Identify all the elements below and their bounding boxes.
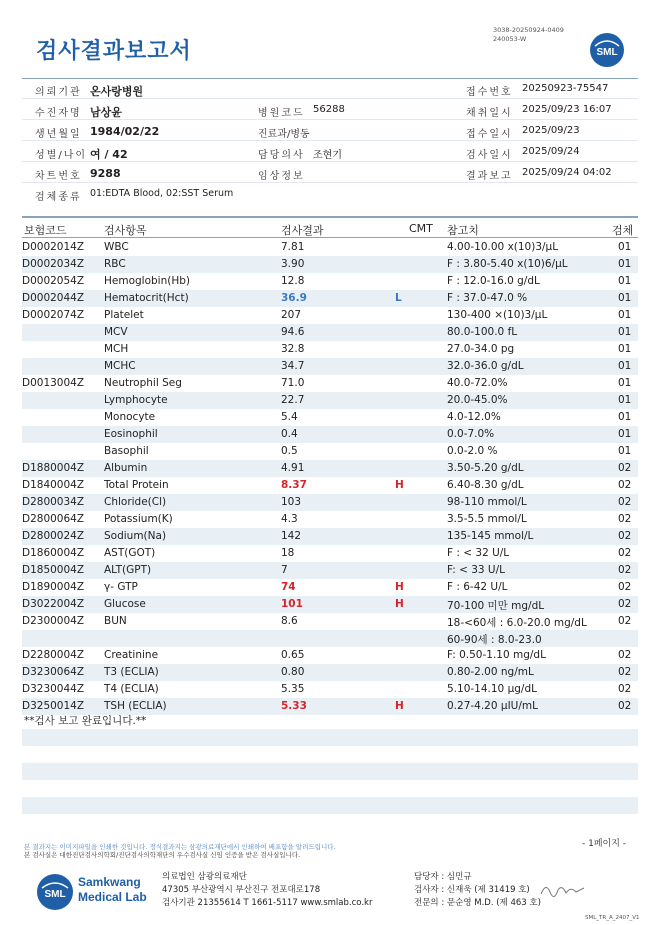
cell-reference: F : 3.80-5.40 x(10)6/µL <box>447 258 568 270</box>
cell-reference: 5.10-14.10 µg/dL <box>447 683 537 695</box>
cell-code: D2800024Z <box>22 530 85 542</box>
table-row <box>22 443 638 460</box>
dob-value: 1984/02/22 <box>90 125 160 138</box>
cell-specimen: 02 <box>618 700 632 712</box>
info-row-6 <box>22 184 638 204</box>
cell-reference: 4.00-10.00 x(10)3/µL <box>447 241 559 253</box>
receipt-no-label: 접수번호 <box>466 87 513 98</box>
cell-result: 18 <box>281 547 295 559</box>
cell-result: 36.9 <box>281 292 307 304</box>
receipt-no-value: 20250923-75547 <box>522 83 609 94</box>
cell-reference: 20.0-45.0% <box>447 394 508 406</box>
col-header-item: 검사항목 <box>104 224 147 237</box>
cell-reference: 0.0-7.0% <box>447 428 495 440</box>
sex-age-value: 여 / 42 <box>90 148 128 161</box>
table-row <box>22 562 638 579</box>
cell-result: 32.8 <box>281 343 305 355</box>
cell-item: MCV <box>104 326 128 338</box>
cell-reference: 0.27-4.20 µIU/mL <box>447 700 538 712</box>
cell-specimen: 02 <box>618 581 632 593</box>
cell-specimen: 02 <box>618 564 632 576</box>
hosp-code-label: 병원코드 <box>258 108 305 119</box>
cell-specimen: 02 <box>618 649 632 661</box>
cell-cmt: H <box>395 479 404 491</box>
col-header-cmt: CMT <box>409 222 433 235</box>
cell-result: 7.81 <box>281 241 305 253</box>
sml-footer-logo-text: SML <box>44 889 66 900</box>
table-row <box>22 528 638 545</box>
cell-result: 34.7 <box>281 360 305 372</box>
cell-item: Hemoglobin(Hb) <box>104 275 191 287</box>
doctor-value: 조현기 <box>313 150 342 161</box>
cell-code: D1840004Z <box>22 479 85 491</box>
cell-item: γ- GTP <box>104 581 138 593</box>
table-row <box>22 290 638 307</box>
cell-item: AST(GOT) <box>104 547 156 559</box>
hospital-label: 의뢰기관 <box>35 87 82 98</box>
form-code: SML_TR_A_2407_V1 <box>585 915 640 921</box>
cell-item: Neutrophil Seg <box>104 377 182 389</box>
cell-result: 4.91 <box>281 462 305 474</box>
table-row <box>22 494 638 511</box>
cell-cmt: H <box>395 700 404 712</box>
cell-reference: 80.0-100.0 fL <box>447 326 518 338</box>
cell-reference: 130-400 ×(10)3/µL <box>447 309 548 321</box>
cell-reference: 60-90세 : 8.0-23.0 <box>447 634 542 646</box>
cell-specimen: 02 <box>618 513 632 525</box>
table-row <box>22 460 638 477</box>
cell-result: 0.5 <box>281 445 298 457</box>
table-row <box>22 341 638 358</box>
cell-reference: F : 37.0-47.0 % <box>447 292 528 304</box>
cell-item: Creatinine <box>104 649 159 661</box>
cell-reference: 40.0-72.0% <box>447 377 508 389</box>
cell-item: Total Protein <box>104 479 169 491</box>
table-row <box>22 545 638 562</box>
cell-specimen: 01 <box>618 360 632 372</box>
cell-cmt: L <box>395 292 402 304</box>
cell-code: D1890004Z <box>22 581 85 593</box>
cell-specimen: 02 <box>618 496 632 508</box>
table-row <box>22 375 638 392</box>
sml-footer-logo-icon <box>36 873 74 911</box>
cell-code: D2300004Z <box>22 615 85 627</box>
cell-item: Basophil <box>104 445 149 457</box>
cell-reference: 27.0-34.0 pg <box>447 343 515 355</box>
cell-result: 22.7 <box>281 394 305 406</box>
cell-result: 7 <box>281 564 288 576</box>
brand-line-2: Medical Lab <box>78 890 147 904</box>
cell-item: WBC <box>104 241 129 253</box>
cell-code: D1850004Z <box>22 564 85 576</box>
test-date-value: 2025/09/24 <box>522 146 580 157</box>
footer-manager: 담당자 : 심민규 <box>414 872 472 882</box>
cell-reference: 3.50-5.20 g/dL <box>447 462 524 474</box>
cell-specimen: 01 <box>618 241 632 253</box>
report-value: 2025/09/24 04:02 <box>522 167 612 178</box>
test-date-label: 검사일시 <box>466 150 513 161</box>
cell-reference: F: < 33 U/L <box>447 564 506 576</box>
table-row <box>22 392 638 409</box>
table-header-rule <box>22 237 638 238</box>
chart-value: 9288 <box>90 167 121 180</box>
cell-specimen: 01 <box>618 258 632 270</box>
cell-item: T4 (ECLIA) <box>104 683 159 695</box>
cell-result: 3.90 <box>281 258 305 270</box>
footer-brand <box>36 873 156 913</box>
table-row <box>22 511 638 528</box>
cell-specimen: 02 <box>618 462 632 474</box>
cell-specimen: 01 <box>618 326 632 338</box>
table-row <box>22 324 638 341</box>
document-id-line-2: 240053-W <box>493 35 527 43</box>
table-row <box>22 426 638 443</box>
table-row <box>22 613 638 630</box>
col-header-code: 보험코드 <box>24 224 67 237</box>
cell-specimen: 02 <box>618 683 632 695</box>
chart-label: 차트번호 <box>35 171 82 182</box>
cell-code: D0002074Z <box>22 309 85 321</box>
footer-org-block <box>162 871 372 910</box>
cell-reference: F: 0.50-1.10 mg/dL <box>447 649 546 661</box>
cell-item: Albumin <box>104 462 148 474</box>
cell-specimen: 01 <box>618 428 632 440</box>
dob-label: 생년월일 <box>35 129 82 140</box>
cell-result: 101 <box>281 598 303 610</box>
sml-logo-icon <box>589 32 625 68</box>
cell-result: 0.4 <box>281 428 298 440</box>
cell-item: MCHC <box>104 360 136 372</box>
table-top-rule <box>22 216 638 218</box>
cell-item: Lymphocyte <box>104 394 168 406</box>
table-row <box>22 579 638 596</box>
collect-label: 채취일시 <box>466 108 513 119</box>
cell-reference: F : < 32 U/L <box>447 547 510 559</box>
cell-specimen: 02 <box>618 547 632 559</box>
cell-reference: F : 6-42 U/L <box>447 581 508 593</box>
table-row <box>22 409 638 426</box>
cell-specimen: 02 <box>618 666 632 678</box>
cell-result: 142 <box>281 530 302 542</box>
footer-address: 47305 부산광역시 부산진구 전포대로178 <box>162 885 321 895</box>
cell-item: Glucose <box>104 598 146 610</box>
cell-reference: 32.0-36.0 g/dL <box>447 360 524 372</box>
cell-item: Eosinophil <box>104 428 158 440</box>
cell-reference: 98-110 mmol/L <box>447 496 527 508</box>
cell-specimen: 01 <box>618 343 632 355</box>
cell-specimen: 01 <box>618 377 632 389</box>
cell-item: Monocyte <box>104 411 156 423</box>
cell-item: T3 (ECLIA) <box>104 666 159 678</box>
cell-code: D2280004Z <box>22 649 85 661</box>
info-row-3 <box>22 121 638 141</box>
cell-reference: 18-<60세 : 6.0-20.0 mg/dL <box>447 617 587 629</box>
cell-item: Hematocrit(Hct) <box>104 292 189 304</box>
cell-code: D3230044Z <box>22 683 85 695</box>
signature-icon <box>538 880 588 900</box>
disclaimer-image: 본 결과지는 이미지파일을 인쇄한 것입니다. 정식결과지는 삼광의료재단에서 인쇄하여 배포함을 알려드립니다. <box>24 843 336 851</box>
report-complete-note: **검사 보고 완료입니다.** <box>24 715 147 727</box>
cell-result: 12.8 <box>281 275 305 287</box>
cell-item: Platelet <box>104 309 144 321</box>
cell-specimen: 01 <box>618 292 632 304</box>
cell-cmt: H <box>395 581 404 593</box>
table-row <box>22 596 638 613</box>
cell-item: Sodium(Na) <box>104 530 167 542</box>
cell-code: D2800034Z <box>22 496 85 508</box>
table-row <box>22 307 638 324</box>
dept-label: 진료과/병동 <box>258 129 310 140</box>
document-id-line-1: 3038-20250924-0409 <box>493 26 564 34</box>
table-row <box>22 477 638 494</box>
table-row <box>22 681 638 698</box>
col-header-ref: 참고치 <box>447 224 479 237</box>
cell-code: D0002054Z <box>22 275 85 287</box>
cell-item: ALT(GPT) <box>104 564 152 576</box>
footer-staff-block <box>414 871 541 910</box>
cell-item: Potassium(K) <box>104 513 173 525</box>
cell-code: D1880004Z <box>22 462 85 474</box>
cell-item: MCH <box>104 343 129 355</box>
hospital-value: 온사랑병원 <box>90 85 144 98</box>
page-number: - 1페이지 - <box>582 839 627 849</box>
sex-age-label: 성별/나이 <box>35 150 88 161</box>
cell-result: 94.6 <box>281 326 305 338</box>
table-row <box>22 256 638 273</box>
cell-specimen: 01 <box>618 275 632 287</box>
cell-code: D0002034Z <box>22 258 85 270</box>
cell-code: D3250014Z <box>22 700 85 712</box>
patient-label: 수진자명 <box>35 108 82 119</box>
specimen-value: 01:EDTA Blood, 02:SST Serum <box>90 188 234 199</box>
cell-specimen: 01 <box>618 394 632 406</box>
cell-result: 8.6 <box>281 615 298 627</box>
cell-reference: 135-145 mmol/L <box>447 530 534 542</box>
blank-row <box>22 729 638 746</box>
cell-specimen: 01 <box>618 411 632 423</box>
brand-line-1: Samkwang <box>78 875 141 889</box>
cell-code: D2800064Z <box>22 513 85 525</box>
footer-org: 의료법인 삼광의료재단 <box>162 872 247 882</box>
footer-specialist: 전문의 : 문순영 M.D. (제 463 호) <box>414 898 541 908</box>
cell-reference: F : 12.0-16.0 g/dL <box>447 275 540 287</box>
info-row-1 <box>22 79 638 99</box>
blank-row <box>22 763 638 780</box>
cell-specimen: 02 <box>618 479 632 491</box>
table-row <box>22 358 638 375</box>
cell-item: BUN <box>104 615 127 627</box>
report-label: 결과보고 <box>466 171 513 182</box>
cell-code: D0002044Z <box>22 292 85 304</box>
cell-reference: 4.0-12.0% <box>447 411 501 423</box>
cell-result: 207 <box>281 309 302 321</box>
cell-code: D0002014Z <box>22 241 85 253</box>
cell-result: 74 <box>281 581 296 593</box>
cell-specimen: 02 <box>618 615 632 627</box>
table-row <box>22 273 638 290</box>
table-row <box>22 239 638 256</box>
cell-reference: 0.0-2.0 % <box>447 445 498 457</box>
cell-item: RBC <box>104 258 126 270</box>
info-row-4 <box>22 142 638 162</box>
cell-specimen: 01 <box>618 445 632 457</box>
collect-value: 2025/09/23 16:07 <box>522 104 612 115</box>
cell-code: D3022004Z <box>22 598 85 610</box>
footer-tester: 검사자 : 신재욱 (제 31419 호) <box>414 885 530 895</box>
document-id <box>493 26 583 44</box>
footer-contact: 검사기관 21355614 T 1661-5117 www.smlab.co.kr <box>162 898 373 908</box>
hosp-code-value: 56288 <box>313 104 345 115</box>
specimen-label: 검체종류 <box>35 192 82 203</box>
cell-result: 103 <box>281 496 302 508</box>
disclaimer-accreditation: 본 검사실은 대한진단검사의학회/진단검사의학재단의 우수검사실 신임 인증을 받은 검사실입니다. <box>24 851 301 859</box>
blank-row <box>22 797 638 814</box>
cell-result: 4.3 <box>281 513 298 525</box>
cell-code: D0013004Z <box>22 377 85 389</box>
cell-reference: 0.80-2.00 ng/mL <box>447 666 534 678</box>
info-row-2 <box>22 100 638 120</box>
receipt-date-value: 2025/09/23 <box>522 125 580 136</box>
cell-cmt: H <box>395 598 404 610</box>
page-title: 검사결과보고서 <box>36 39 192 64</box>
table-row <box>22 664 638 681</box>
receipt-date-label: 접수일시 <box>466 129 513 140</box>
sml-logo-text: SML <box>596 47 618 58</box>
cell-result: 71.0 <box>281 377 305 389</box>
table-row <box>22 630 638 647</box>
cell-item: TSH (ECLIA) <box>104 700 167 712</box>
cell-result: 0.80 <box>281 666 305 678</box>
cell-result: 8.37 <box>281 479 307 491</box>
cell-reference: 3.5-5.5 mmol/L <box>447 513 527 525</box>
cell-specimen: 02 <box>618 598 632 610</box>
cell-result: 5.4 <box>281 411 298 423</box>
cell-specimen: 01 <box>618 309 632 321</box>
cell-result: 5.35 <box>281 683 305 695</box>
cell-reference: 70-100 미만 mg/dL <box>447 600 545 612</box>
cell-code: D1860004Z <box>22 547 85 559</box>
cell-item: Chloride(Cl) <box>104 496 167 508</box>
cell-result: 5.33 <box>281 700 307 712</box>
cell-reference: 6.40-8.30 g/dL <box>447 479 524 491</box>
cell-specimen: 02 <box>618 530 632 542</box>
cell-code: D3230064Z <box>22 666 85 678</box>
info-row-5 <box>22 163 638 183</box>
col-header-specimen: 검체 <box>612 224 634 237</box>
clinical-label: 임상정보 <box>258 171 305 182</box>
doctor-label: 담당의사 <box>258 150 305 161</box>
cell-result: 0.65 <box>281 649 305 661</box>
col-header-result: 검사결과 <box>281 224 324 237</box>
table-row <box>22 647 638 664</box>
patient-value: 남상윤 <box>90 106 122 119</box>
